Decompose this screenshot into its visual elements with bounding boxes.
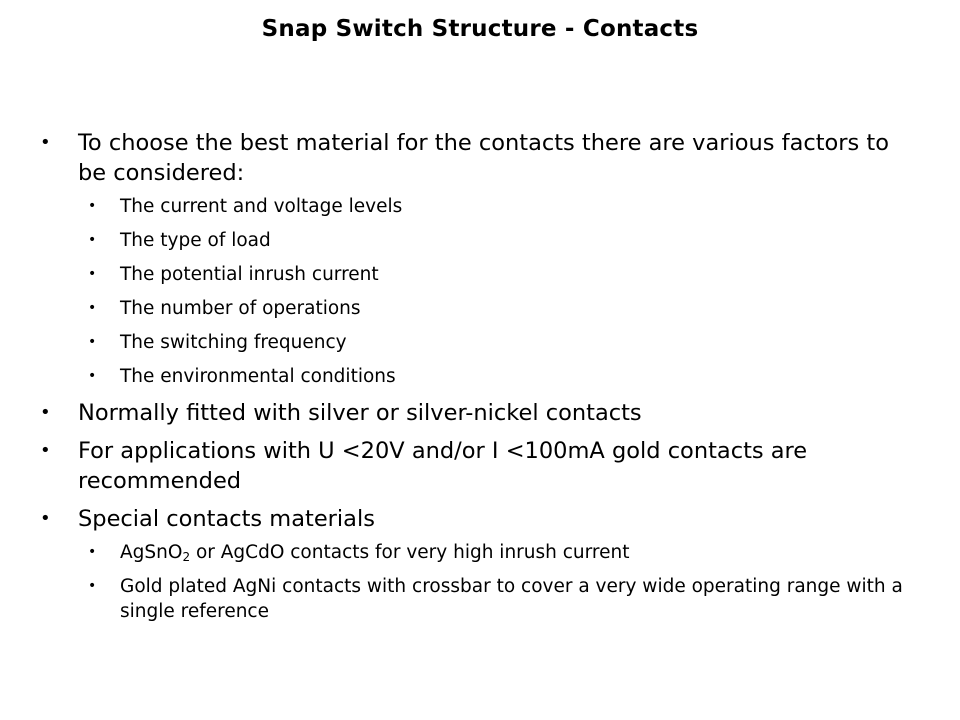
sub-bullet-text: The current and voltage levels	[120, 196, 403, 217]
sub-bullet-text: Gold plated AgNi contacts with crossbar to cover a very wide operating range with a single reference	[120, 576, 903, 622]
bullet-text: To choose the best material for the contacts there are various factors to be considered:	[78, 130, 890, 186]
bullet-icon: •	[88, 266, 97, 282]
sub-list-item	[78, 330, 920, 355]
sub-list-item	[78, 364, 920, 389]
sub-list-item	[78, 262, 920, 287]
bullet-icon: •	[88, 368, 97, 384]
sub-bullet-text: The potential inrush current	[120, 264, 379, 285]
sub-bullet-text: The type of load	[120, 230, 271, 251]
sub-bullet-text: The environmental conditions	[120, 366, 396, 387]
sub-list-item	[78, 574, 920, 624]
list-item	[40, 504, 920, 624]
sub-list-item	[78, 228, 920, 253]
bullet-icon: •	[40, 440, 51, 461]
sub-list-item	[78, 194, 920, 219]
bullet-icon: •	[88, 198, 97, 214]
bullet-icon: •	[88, 334, 97, 350]
bullet-icon: •	[88, 578, 97, 594]
bullet-icon: •	[40, 508, 51, 529]
sub-bullet-list	[78, 540, 920, 624]
bullet-list	[40, 128, 920, 633]
bullet-icon: •	[88, 300, 97, 316]
bullet-text: For applications with U <20V and/or I <100mA gold contacts are recommended	[78, 438, 808, 494]
bullet-icon: •	[40, 132, 51, 153]
formula-text: AgSnO	[120, 542, 183, 563]
bullet-text: Special contacts materials	[78, 506, 375, 532]
sub-bullet-text: The number of operations	[120, 298, 361, 319]
sub-bullet-text: The switching frequency	[120, 332, 347, 353]
bullet-icon: •	[88, 544, 97, 560]
sub-list-item	[78, 296, 920, 321]
slide-title: Snap Switch Structure - Contacts	[261, 16, 699, 42]
bullet-icon: •	[88, 232, 97, 248]
list-item	[40, 436, 920, 496]
list-item	[40, 398, 920, 428]
list-item	[40, 128, 920, 389]
bullet-icon: •	[40, 402, 51, 423]
sub-bullet-text: or AgCdO contacts for very high inrush current	[190, 542, 630, 563]
bullet-text: Normally fitted with silver or silver-nickel contacts	[78, 400, 642, 426]
subscript: 2	[182, 550, 191, 564]
sub-bullet-list	[78, 194, 920, 389]
sub-list-item	[78, 540, 920, 565]
